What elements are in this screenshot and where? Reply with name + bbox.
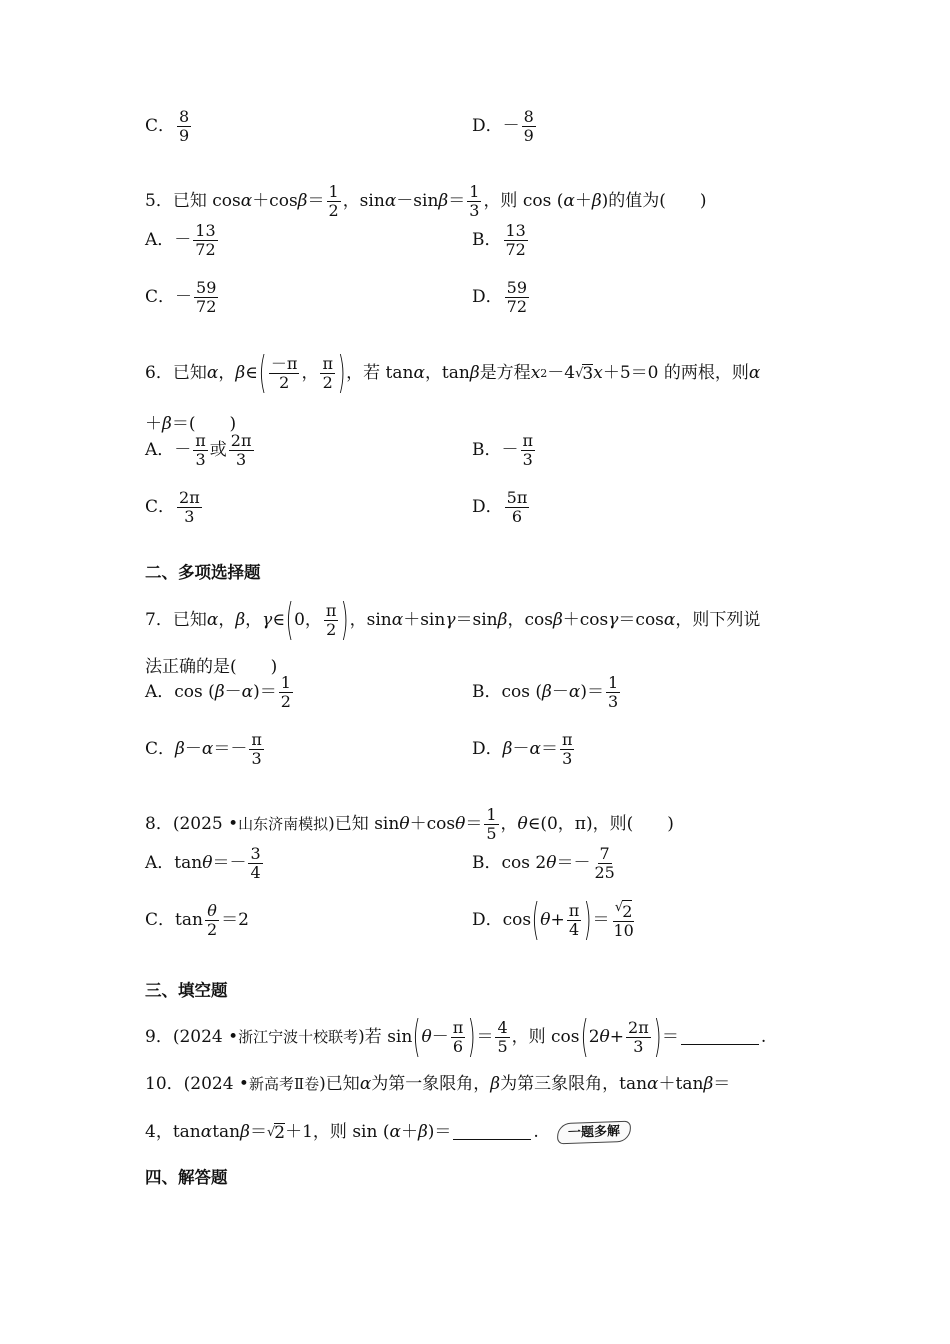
q5-stem: 5．已知 cos α ＋cos β ＝ $\frac{1}{2}$ ，sin α －sin β ＝ $\frac{1}{3}$ ，则 cos ( α ＋ β )的值为( ) bbox=[145, 182, 707, 220]
q5-option-b[interactable]: B． $\frac{13}{72}$ bbox=[472, 220, 526, 259]
q10-answer-blank[interactable] bbox=[453, 1125, 531, 1140]
q7-option-a[interactable]: A． cos ( β － α )＝ $\frac{1}{2}$ bbox=[145, 672, 291, 711]
multi-solution-badge: 一题多解 bbox=[556, 1121, 631, 1145]
q5-option-d[interactable]: D． $\frac{59}{72}$ bbox=[472, 277, 527, 316]
q6-option-d[interactable]: D． $\frac{5\pi}{6}$ bbox=[472, 487, 528, 526]
q9-stem: 9．(2024 • 浙江宁波十校联考 )若 sin ( θ － $\frac{\pi}{6}$ ) ＝ $\frac{4}{5}$ ，则 cos ( 2 θ + $\frac{2\pi}{3}$ ) ＝ . bbox=[145, 1011, 767, 1062]
section-heading-fill-in: 三、填空题 bbox=[145, 981, 228, 1000]
q7-option-b[interactable]: B． cos ( β － α )＝ $\frac{1}{3}$ bbox=[472, 672, 619, 711]
q6-stem: 6．已知 α ， β ∈ ( $\frac{-\pi}{2}$ ， $\frac{\pi}{2}$ ) ，若 tan α ，tan β 是方程 x 2 －4 √ 3 x ＋5＝0 的两根，则 α bbox=[145, 347, 761, 398]
q5-option-c[interactable]: C． － $\frac{59}{72}$ bbox=[145, 277, 217, 316]
section-heading-solutions: 四、解答题 bbox=[145, 1168, 228, 1187]
q10-stem: 10．(2024 • 新高考Ⅱ卷 )已知 α 为第一象限角， β 为第三象限角，tan α ＋tan β ＝ bbox=[145, 1074, 731, 1094]
q8-option-b[interactable]: B． cos 2 θ ＝－ $\frac{7}{25}$ bbox=[472, 843, 615, 882]
q7-option-d[interactable]: D． β － α ＝ $\frac{\pi}{3}$ bbox=[472, 729, 573, 768]
q9-answer-blank[interactable] bbox=[681, 1030, 759, 1045]
q6-option-b[interactable]: B． － $\frac{\pi}{3}$ bbox=[472, 430, 534, 469]
q5-option-a[interactable]: A． － $\frac{13}{72}$ bbox=[145, 220, 216, 259]
q10-stem-line2: 4，tan α tan β ＝ √ 2 ＋1，则 sin ( α ＋ β )＝ . 一题多解 bbox=[145, 1122, 631, 1143]
q8-stem: 8．(2025 • 山东济南模拟 )已知 sin θ ＋cos θ ＝ $\frac{1}{5}$ ， θ ∈(0，π)，则( ) bbox=[145, 805, 674, 843]
q6-option-c[interactable]: C． $\frac{2\pi}{3}$ bbox=[145, 487, 200, 526]
q8-option-a[interactable]: A． tan θ ＝－ $\frac{3}{4}$ bbox=[145, 843, 261, 882]
q7-stem-line2: 法正确的是( ) bbox=[145, 657, 278, 677]
q4-option-c[interactable]: C． $\frac{8}{9}$ bbox=[145, 106, 190, 145]
q6-stem-line2: ＋ β ＝( ) bbox=[145, 414, 237, 434]
q6-option-a[interactable]: A． － $\frac{\pi}{3}$ 或 $\frac{2\pi}{3}$ bbox=[145, 430, 252, 469]
q8-option-d[interactable]: D． cos ( θ + $\frac{\pi}{4}$ ) ＝ $\frac{^√2}{10}$ bbox=[472, 894, 634, 945]
q7-option-c[interactable]: C． β － α ＝－ $\frac{\pi}{3}$ bbox=[145, 729, 262, 768]
q8-option-c[interactable]: C． tan $\frac{\theta}{2}$ ＝2 bbox=[145, 900, 249, 939]
q7-stem: 7．已知 α ， β ， γ ∈ ( 0 ， $\frac{\pi}{2}$ ) ，sin α ＋sin γ ＝sin β ，cos β ＋cos γ ＝cos α ，则下列说 bbox=[145, 594, 761, 645]
q4-option-d[interactable]: D． － $\frac{8}{9}$ bbox=[472, 106, 534, 145]
section-heading-multiple-choice: 二、多项选择题 bbox=[145, 563, 261, 582]
